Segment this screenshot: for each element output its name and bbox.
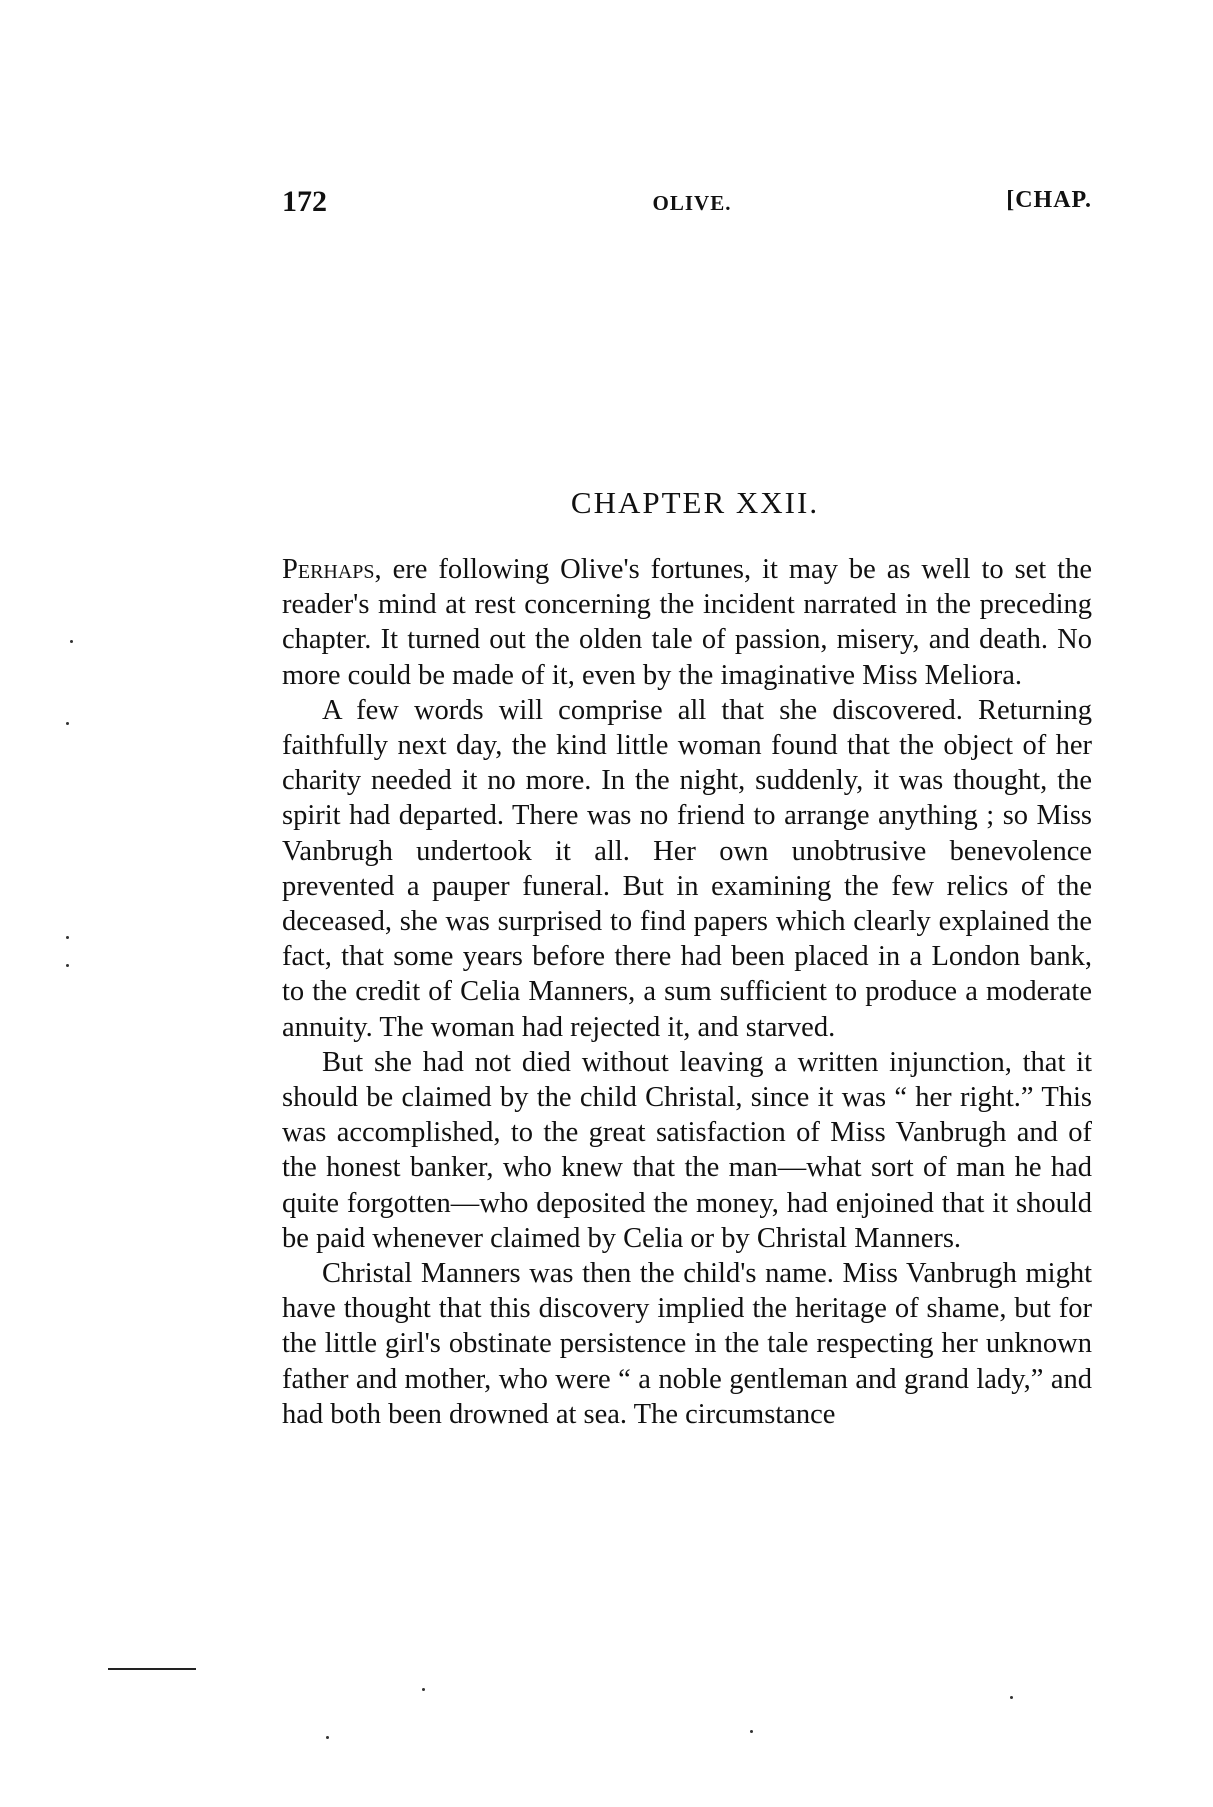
scan-speck (66, 936, 69, 939)
chapter-abbrev: [CHAP. (1006, 187, 1092, 213)
running-header (282, 185, 1092, 225)
paragraph-lead-word: Perhaps, (282, 554, 382, 585)
scan-speck (70, 640, 73, 643)
scan-speck (66, 964, 69, 967)
chapter-heading: CHAPTER XXII. (570, 485, 820, 520)
running-title: OLIVE. (652, 191, 732, 215)
scan-speck (66, 722, 69, 725)
paragraph-1 (282, 552, 1092, 693)
scan-rule-mark (108, 1668, 196, 1670)
paragraph-2: A few words will comprise all that she discovered. Returning faithfully next day, the kind little woman found that the object of her charity needed it no more. In the night, suddenly, it was thought, the spirit had departed. There was no friend to arrange anything ; so Miss Vanbrugh undertook it all. Her own unobtrusive benevolence prevented a pauper funeral. But in examining the few relics of the deceased, she was surprised to find papers which clearly explained the fact, that some years before there had been placed in a London bank, to the credit of Celia Manners, a sum sufficient to produce a moderate annuity. The woman had rejected it, and starved. (282, 694, 1092, 1043)
body-text (282, 552, 1092, 1432)
scan-speck (1010, 1696, 1013, 1699)
scan-speck (326, 1736, 329, 1739)
scan-speck (422, 1688, 425, 1691)
page-number: 172 (282, 185, 327, 218)
paragraph-1-text: ere following Olive's fortunes, it may be as well to set the reader's mind at rest concerning the incident narrated in the preceding chapter. It turned out the olden tale of passion, misery, and death. No more could be made of it, even by the imaginative Miss Meliora. (282, 554, 1092, 691)
paragraph-3: But she had not died without leaving a written injunction, that it should be claimed by the child Christal, since it was “ her right.” This was accomplished, to the great satisfaction of Miss Vanbrugh and of the honest banker, who knew that the man—what sort of man he had quite forgotten—who deposited the money, had enjoined that it should be paid whenever claimed by Celia or by Christal Manners. (282, 1046, 1092, 1254)
paragraph-4: Christal Manners was then the child's name. Miss Vanbrugh might have thought that this discovery implied the heritage of shame, but for the little girl's obstinate persistence in the tale respecting her unknown father and mother, who were “ a noble gentleman and grand lady,” and had both been drowned at sea. The circumstance (282, 1258, 1092, 1430)
scan-speck (750, 1730, 753, 1733)
